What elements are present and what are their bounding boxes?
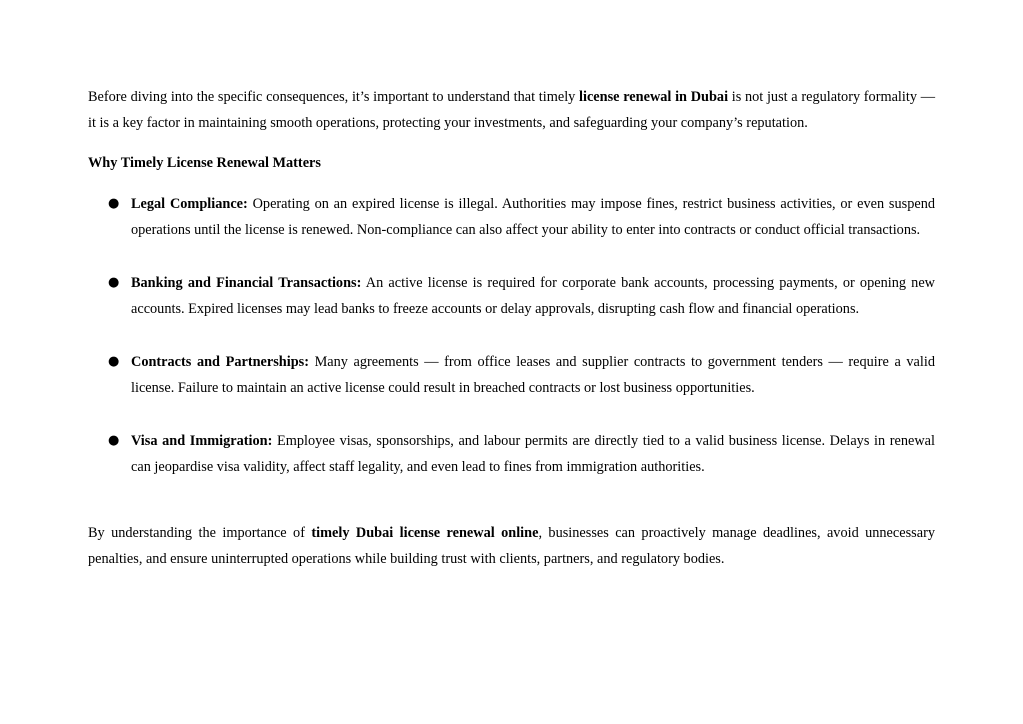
bullet-title: Contracts and Partnerships:	[131, 354, 309, 370]
bullet-icon: ●	[108, 433, 120, 448]
intro-text-after: is not just a regulatory formality — it is a key factor in maintaining smooth operations, protecting your investments, and safeguarding your company’s reputation.	[88, 89, 935, 131]
intro-text-before: Before diving into the specific consequences, it’s important to understand that timely	[88, 89, 580, 105]
intro-paragraph	[88, 84, 935, 136]
section-heading: Why Timely License Renewal Matters	[88, 155, 321, 171]
bullet-icon: ●	[108, 275, 120, 290]
closing-text-after: , businesses can proactively manage deadlines, avoid unnecessary penalties, and ensure uninterrupted operations while building trust with clients, partners, and regulatory bodies.	[88, 525, 935, 567]
bullet-text: Employee visas, sponsorships, and labour permits are directly tied to a valid business license. Delays in renewal can jeopardise visa validity, affect staff legality, and even lead to fines from immigration authorities.	[131, 433, 935, 475]
list-item	[88, 349, 935, 401]
bullet-icon: ●	[108, 354, 120, 369]
closing-paragraph	[88, 520, 935, 572]
bullet-icon: ●	[108, 196, 120, 211]
list-item	[88, 428, 935, 480]
bullet-title: Visa and Immigration:	[131, 433, 273, 449]
bullet-text: Many agreements — from office leases and supplier contracts to government tenders — require a valid license. Failure to maintain an active license could result in breached contracts or lost business opportunities.	[131, 354, 935, 396]
intro-bold-phrase: license renewal in Dubai	[579, 89, 729, 105]
list-item	[88, 270, 935, 322]
bullet-title: Legal Compliance:	[131, 196, 248, 212]
bullet-text: An active license is required for corporate bank accounts, processing payments, or opening new accounts. Expired licenses may lead banks to freeze accounts or delay approvals, disrupting cash flow and financial operations.	[131, 275, 935, 317]
bullet-list	[88, 191, 935, 480]
document-page	[88, 84, 935, 572]
bullet-title: Banking and Financial Transactions:	[131, 275, 362, 291]
closing-text-before: By understanding the importance of	[88, 525, 312, 541]
list-item	[88, 191, 935, 243]
closing-bold-phrase: timely Dubai license renewal online	[311, 525, 539, 541]
bullet-text: Operating on an expired license is illegal. Authorities may impose fines, restrict business activities, or even suspend operations until the license is renewed. Non-compliance can also affect your ability to enter into contracts or conduct official transactions.	[131, 196, 935, 238]
